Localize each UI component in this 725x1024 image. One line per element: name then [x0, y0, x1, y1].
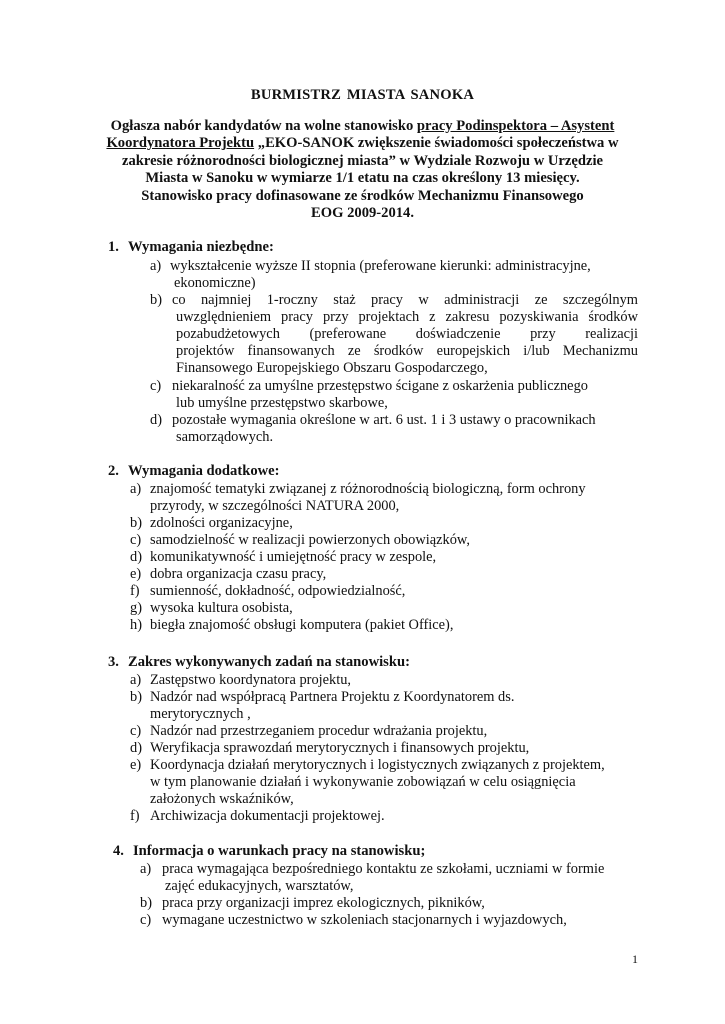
- list-item: c) samodzielność w realizacji powierzonych obowiązków,: [130, 532, 470, 548]
- list-item: a) znajomość tematyki związanej z różnorodnością biologiczną, form ochrony przyrody, w szczególności NATURA 2000,: [130, 481, 586, 514]
- announcement-line-6: EOG 2009-2014.: [311, 205, 414, 222]
- list-item: d) komunikatywność i umiejętność pracy w zespole,: [130, 549, 437, 565]
- list-item: c) niekaralność za umyślne przestępstwo ścigane z oskarżenia publicznego lub umyślne przestępstwo skarbowe,: [150, 378, 588, 411]
- section-3-heading: 3. Zakres wykonywanych zadań na stanowisku:: [108, 654, 410, 670]
- list-item: h) biegła znajomość obsługi komputera (pakiet Office),: [130, 617, 454, 633]
- list-item: c) wymagane uczestnictwo w szkoleniach stacjonarnych i wyjazdowych,: [140, 912, 567, 928]
- section-1-heading: 1. Wymagania niezbędne:: [108, 239, 274, 255]
- list-item: g) wysoka kultura osobista,: [130, 600, 293, 616]
- list-item: b) co najmniej 1-roczny staż pracy w administracji ze szczególnym uwzględnieniem pracy przy projektach z zakresu pozyskiwania środków pozabudżetowych (preferowane doświadczenie przy realizacji projektów finansowanych ze środków europejskich i/lub Mechanizmu Finansowego Europejskiego Obszaru Gospodarczego,: [150, 292, 638, 376]
- list-item: e) Koordynacja działań merytorycznych i logistycznych związanych z projektem, w tym planowanie działań i wykonywanie zobowiązań w celu osiągnięcia założonych wskaźników,: [130, 757, 605, 807]
- list-item: a) Zastępstwo koordynatora projektu,: [130, 672, 352, 688]
- list-item: e) dobra organizacja czasu pracy,: [130, 566, 327, 582]
- announcement-line-3: zakresie różnorodności biologicznej miasta” w Wydziale Rozwoju w Urzędzie: [122, 152, 603, 169]
- list-item: a) wykształcenie wyższe II stopnia (preferowane kierunki: administracyjne, ekonomiczne): [150, 258, 591, 291]
- list-item: b) praca przy organizacji imprez ekologicznych, pikników,: [140, 895, 485, 911]
- list-item: b) zdolności organizacyjne,: [130, 515, 293, 531]
- list-item: a) praca wymagająca bezpośredniego kontaktu ze szkołami, uczniami w formie zajęć edukacyjnych, warsztatów,: [140, 861, 605, 894]
- list-item: c) Nadzór nad przestrzeganiem procedur wdrażania projektu,: [130, 723, 488, 739]
- announcement-line-4: Miasta w Sanoku w wymiarze 1/1 etatu na czas określony 13 miesięcy.: [145, 170, 580, 187]
- page-number: 1: [632, 952, 638, 966]
- announcement: [80, 118, 645, 222]
- announcement-line-2: Koordynatora Projektu „EKO-SANOK zwiększenie świadomości społeczeństwa w: [106, 135, 619, 152]
- section-2-heading: 2. Wymagania dodatkowe:: [108, 463, 280, 479]
- list-item: b) Nadzór nad współpracą Partnera Projektu z Koordynatorem ds. merytorycznych ,: [130, 689, 515, 722]
- list-item: d) Weryfikacja sprawozdań merytorycznych i finansowych projektu,: [130, 740, 530, 756]
- list-item: f) sumienność, dokładność, odpowiedzialność,: [130, 583, 406, 599]
- list-item: d) pozostałe wymagania określone w art. 6 ust. 1 i 3 ustawy o pracownikach samorządowych.: [150, 412, 596, 445]
- announcement-line-5: Stanowisko pracy dofinasowane ze środków Mechanizmu Finansowego: [141, 187, 584, 204]
- announcement-line-1: Ogłasza nabór kandydatów na wolne stanowisko pracy Podinspektora – Asystent: [110, 118, 615, 134]
- list-item: f) Archiwizacja dokumentacji projektowej.: [130, 808, 385, 824]
- section-4-heading: 4. Informacja o warunkach pracy na stanowisku;: [113, 843, 426, 859]
- document-title: BURMISTRZ MIASTA SANOKA: [250, 87, 475, 103]
